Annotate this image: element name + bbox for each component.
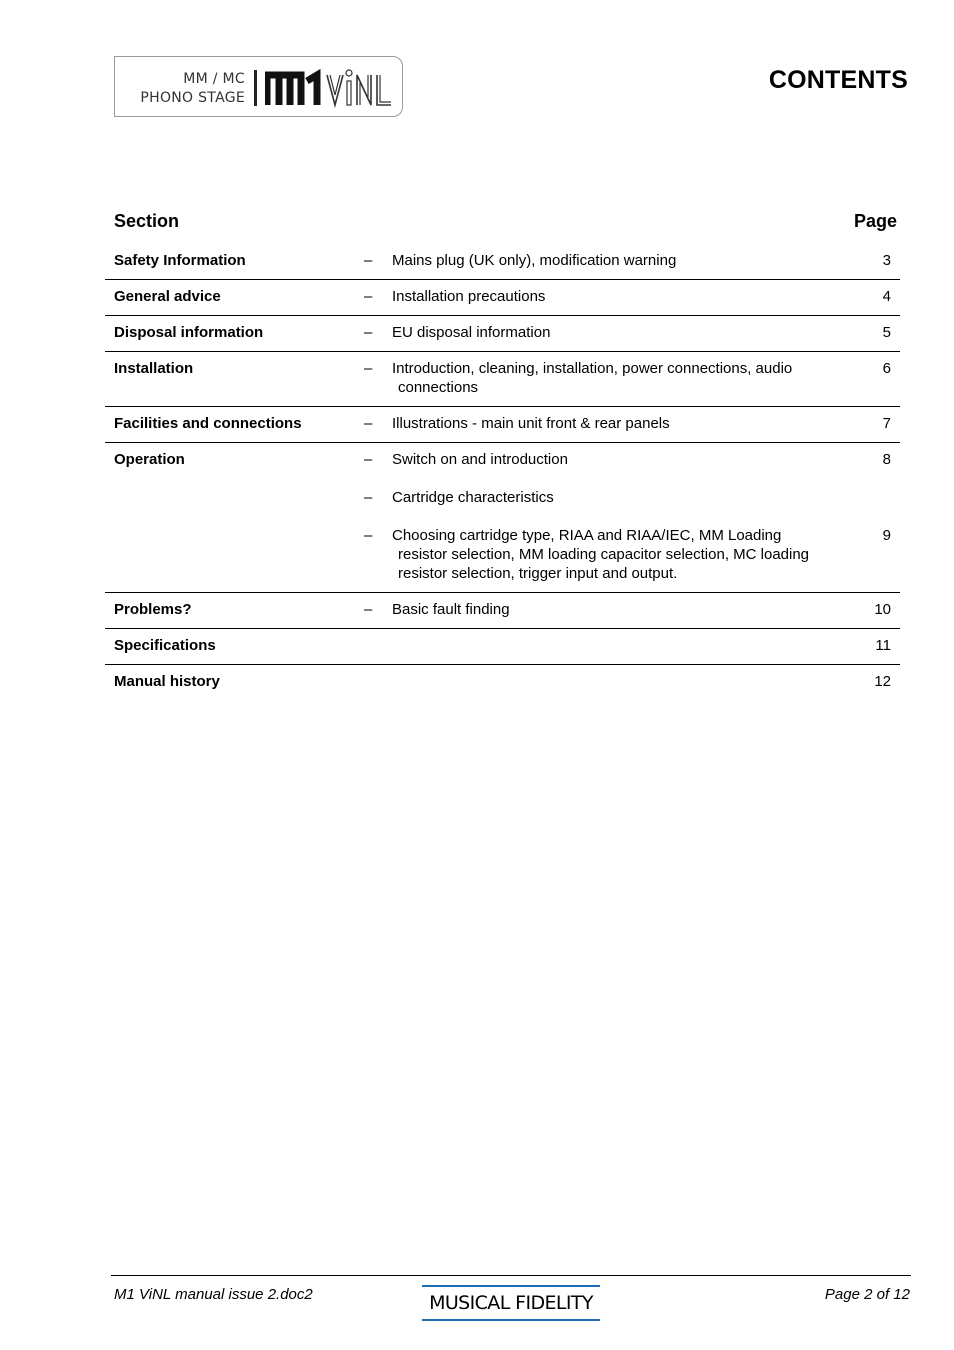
toc-description-text: Introduction, cleaning, installation, power connections, audio: [392, 360, 793, 377]
toc-description: [392, 450, 851, 469]
toc-description-continuation: connections: [398, 379, 479, 396]
toc-section-title: [114, 488, 364, 507]
toc-description-text: Switch on and introduction: [392, 451, 568, 468]
toc-description: [392, 323, 851, 342]
toc-entry: [114, 359, 891, 397]
toc-row: [105, 244, 900, 280]
toc-page-number: 3: [882, 252, 891, 269]
footer-divider: [111, 1275, 911, 1276]
toc-section-title: Facilities and connections: [114, 415, 302, 432]
document-name: M1 ViNL manual issue 2.doc2: [114, 1286, 313, 1303]
toc-rows: [105, 244, 900, 700]
toc-entry: [114, 287, 891, 306]
toc-section-title: Operation: [114, 451, 185, 468]
toc-entry: [114, 251, 891, 270]
brand-logo: MUSICAL FIDELITY: [422, 1285, 600, 1321]
toc-page-number: 9: [882, 527, 891, 544]
toc-row: [105, 665, 900, 700]
toc-dash: –: [364, 324, 373, 341]
toc-page-number: 6: [882, 360, 891, 377]
toc-row: [105, 593, 900, 629]
toc-description-text: Installation precautions: [392, 288, 546, 305]
toc-description: [392, 359, 851, 397]
toc-page-number: 5: [882, 324, 891, 341]
section-column-header: Section: [114, 211, 180, 231]
page-title: CONTENTS: [768, 66, 908, 94]
page-column-header: Page: [853, 211, 897, 231]
toc-description: [392, 488, 851, 507]
toc-row: [105, 280, 900, 316]
toc-entry: [114, 323, 891, 342]
toc-section-title: Manual history: [114, 673, 220, 690]
toc-description-text: Illustrations - main unit front & rear panels: [392, 415, 670, 432]
toc-dash: –: [364, 527, 373, 544]
toc-dash: –: [364, 288, 373, 305]
toc-entry: [114, 414, 891, 433]
toc-description: [392, 636, 851, 655]
table-of-contents: [105, 206, 900, 700]
toc-entry: [114, 526, 891, 583]
toc-description-text: Basic fault finding: [392, 601, 510, 618]
toc-description: [392, 287, 851, 306]
toc-dash: –: [364, 360, 373, 377]
toc-row: [105, 443, 900, 593]
toc-dash: –: [364, 601, 373, 618]
logo-line-2: PHONO STAGE: [140, 90, 245, 106]
toc-entry: [114, 672, 891, 691]
logo-divider: [254, 70, 257, 106]
toc-dash: –: [364, 451, 373, 468]
toc-description: [392, 672, 851, 691]
toc-page-number: 4: [882, 288, 891, 305]
page-number: Page 2 of 12: [824, 1286, 910, 1303]
toc-section-title: Specifications: [114, 637, 216, 654]
toc-section-title: General advice: [114, 288, 221, 305]
toc-section-title: Safety Information: [114, 252, 246, 269]
logo-line-1: MM / MC: [183, 71, 245, 87]
toc-description: [392, 526, 851, 583]
toc-page-number: 10: [874, 601, 891, 618]
toc-entry: [114, 450, 891, 469]
toc-page-number: 7: [882, 415, 891, 432]
logo-caption: [140, 70, 245, 108]
toc-page-number: 8: [882, 451, 891, 468]
toc-header: [105, 206, 900, 244]
toc-description-text: Choosing cartridge type, RIAA and RIAA/IEC, MM Loading: [392, 527, 782, 544]
toc-description: [392, 600, 851, 619]
toc-description-text: Mains plug (UK only), modification warning: [392, 252, 677, 269]
toc-page-number: 12: [874, 673, 891, 690]
toc-row: [105, 316, 900, 352]
toc-description-text: EU disposal information: [392, 324, 551, 341]
toc-page-number: [851, 488, 891, 507]
product-logo: [114, 56, 403, 117]
toc-entry: [114, 600, 891, 619]
toc-section-title: [114, 526, 364, 583]
toc-entry: [114, 488, 891, 507]
toc-dash: [364, 672, 392, 691]
toc-description-continuation: resistor selection, MM loading capacitor selection, MC loading resistor selection, trigger input and output.: [398, 546, 810, 582]
toc-dash: –: [364, 252, 373, 269]
toc-section-title: Installation: [114, 360, 194, 377]
toc-entry: [114, 636, 891, 655]
toc-row: [105, 352, 900, 407]
toc-description-text: Cartridge characteristics: [392, 489, 554, 506]
toc-dash: –: [364, 489, 373, 506]
toc-description: [392, 414, 851, 433]
toc-description: [392, 251, 851, 270]
toc-dash: [364, 636, 392, 655]
toc-page-number: 11: [875, 637, 891, 654]
toc-row: [105, 629, 900, 665]
toc-row: [105, 407, 900, 443]
toc-section-title: Problems?: [114, 601, 192, 618]
toc-dash: –: [364, 415, 373, 432]
toc-section-title: Disposal information: [114, 324, 264, 341]
m1-vinl-logo-mark: [265, 67, 395, 109]
